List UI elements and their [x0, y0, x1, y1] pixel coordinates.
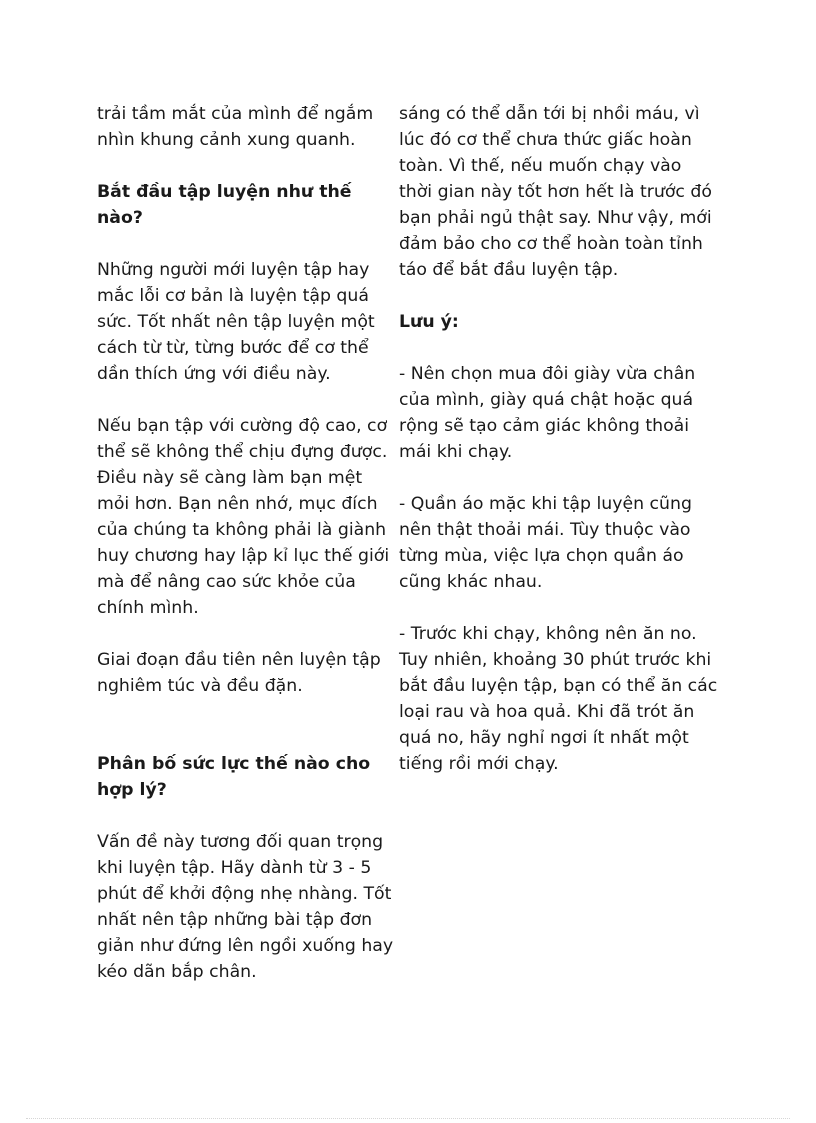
paragraph-morning: sáng có thể dẫn tới bị nhồi máu, vì lúc đó cơ thể chưa thức giấc hoàn toàn. Vì thế, nếu muốn chạy vào thời gian này tốt hơn hết là trước đó bạn phải ngủ thật say. Như vậy, mới đảm bảo cho cơ thể hoàn toàn tỉnh táo để bắt đầu luyện tập. [399, 104, 712, 280]
note-food: - Trước khi chạy, không nên ăn no. Tuy nhiên, khoảng 30 phút trước khi bắt đầu luyện tập, bạn có thể ăn các loại rau và hoa quả. Khi đã trót ăn quá no, hãy nghỉ ngơi ít nhất một tiếng rồi mới chạy. [399, 624, 718, 774]
paragraph-intensity: Nếu bạn tập với cường độ cao, cơ thể sẽ không thể chịu đựng được. Điều này sẽ càng làm bạn mệt mỏi hơn. Bạn nên nhớ, mục đích của chúng ta không phải là giành huy chương hay lập kỉ lục thế giới mà để nâng cao sức khỏe của chính mình. [97, 416, 390, 618]
left-column [97, 101, 397, 985]
note-shoes: - Nên chọn mua đôi giày vừa chân của mình, giày quá chật hoặc quá rộng sẽ tạo cảm giác không thoải mái khi chạy. [399, 364, 696, 462]
paragraph-warmup: Vấn đề này tương đối quan trọng khi luyện tập. Hãy dành từ 3 - 5 phút để khởi động nhẹ nhàng. Tốt nhất nên tập những bài tập đơn giản như đứng lên ngồi xuống hay kéo dãn bắp chân. [97, 832, 394, 982]
right-column [399, 101, 727, 777]
heading-note: Lưu ý: [399, 312, 459, 332]
note-clothes: - Quần áo mặc khi tập luyện cũng nên thật thoải mái. Tùy thuộc vào từng mùa, việc lựa chọn quần áo cũng khác nhau. [399, 494, 692, 592]
page-bottom-divider [26, 1118, 790, 1119]
paragraph-beginners: Những người mới luyện tập hay mắc lỗi cơ bản là luyện tập quá sức. Tốt nhất nên tập luyện một cách từ từ, từng bước để cơ thể dần thích ứng với điều này. [97, 260, 375, 384]
paragraph-first-stage: Giai đoạn đầu tiên nên luyện tập nghiêm túc và đều đặn. [97, 650, 381, 696]
heading-strength-distribution: Phân bố sức lực thế nào cho hợp lý? [97, 754, 371, 800]
heading-how-to-start: Bắt đầu tập luyện như thế nào? [97, 182, 352, 228]
intro-paragraph: trải tầm mắt của mình để ngắm nhìn khung cảnh xung quanh. [97, 104, 374, 150]
